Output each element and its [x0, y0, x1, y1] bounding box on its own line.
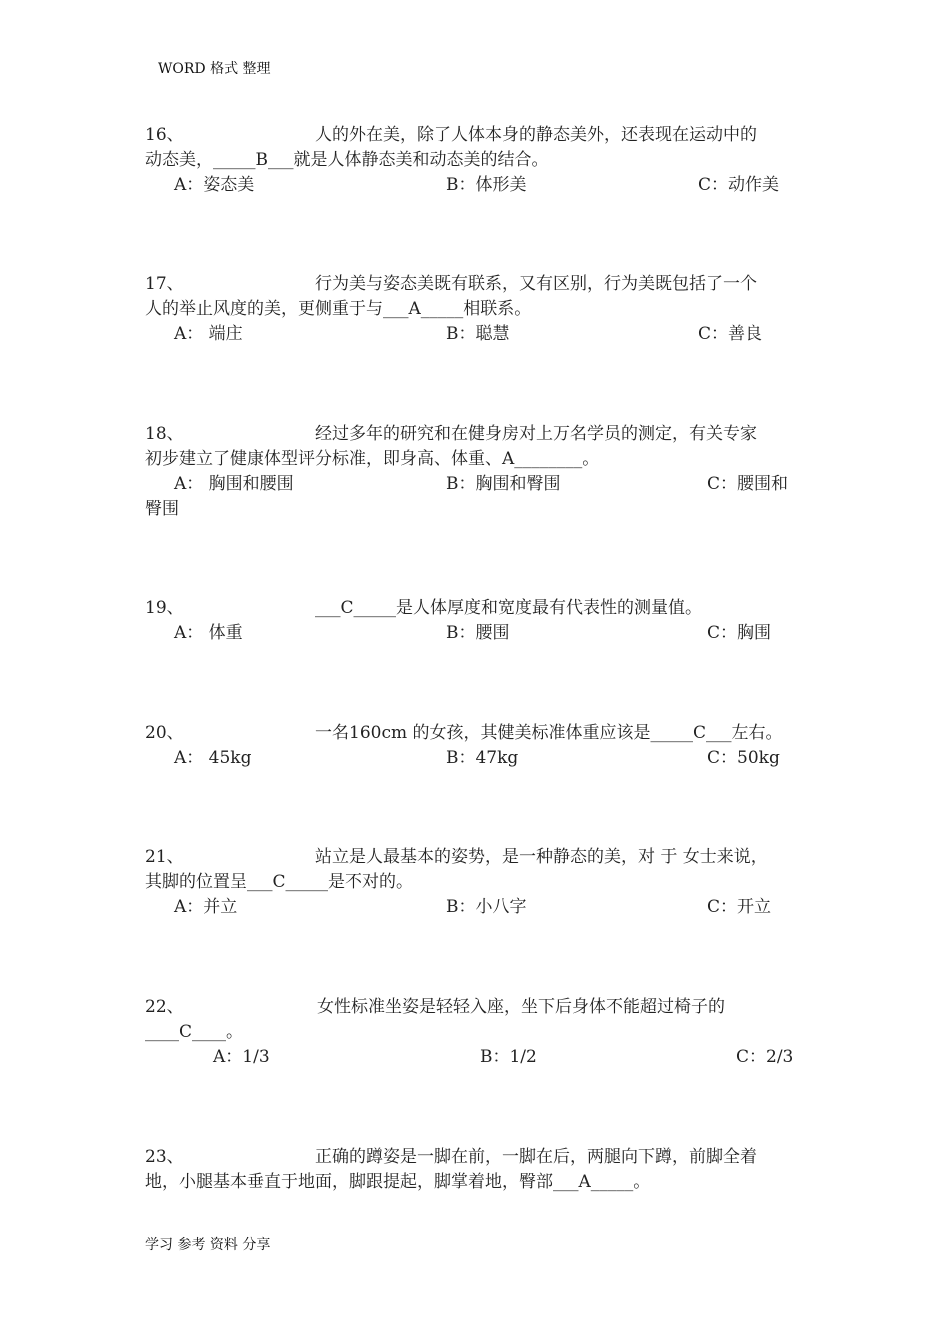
option-a: A： 体重	[174, 623, 243, 643]
question-21	[145, 845, 815, 920]
question-text-line2: 地，小腿基本垂直于地面，脚跟提起，脚掌着地，臀部___A_____。	[145, 1172, 651, 1192]
question-text-line1: 正确的蹲姿是一脚在前，一脚在后，两腿向下蹲，前脚全着	[315, 1147, 757, 1167]
question-20	[145, 721, 815, 771]
option-a: A：1/3	[213, 1047, 270, 1067]
option-c-wrap: 臀围	[145, 499, 179, 519]
question-number: 19、	[145, 598, 184, 618]
question-23	[145, 1145, 815, 1195]
question-text-line2: 初步建立了健康体型评分标准，即身高、体重、A________。	[145, 449, 600, 469]
option-b: B：体形美	[446, 175, 527, 195]
question-number: 23、	[145, 1147, 184, 1167]
question-text-line1: ___C_____是人体厚度和宽度最有代表性的测量值。	[315, 598, 703, 618]
option-c: C：动作美	[698, 175, 780, 195]
option-c: C：胸围	[707, 623, 772, 643]
page-header: WORD 格式 整理	[158, 61, 271, 77]
option-a: A： 45kg	[174, 748, 252, 768]
option-c: C：善良	[698, 324, 763, 344]
page-footer: 学习 参考 资料 分享	[145, 1237, 271, 1253]
option-c: C：2/3	[736, 1047, 794, 1067]
option-c: C：开立	[707, 897, 772, 917]
question-number: 22、	[145, 997, 184, 1017]
question-number: 21、	[145, 847, 184, 867]
question-number: 18、	[145, 424, 184, 444]
question-19	[145, 596, 815, 646]
option-a: A：并立	[174, 897, 238, 917]
option-a: A： 胸围和腰围	[174, 474, 294, 494]
option-b: B：腰围	[446, 623, 510, 643]
question-text-line1: 一名160cm 的女孩，其健美标准体重应该是_____C___左右。	[315, 723, 783, 743]
question-text-line1: 女性标准坐姿是轻轻入座，坐下后身体不能超过椅子的	[317, 997, 725, 1017]
option-b: B：小八字	[446, 897, 527, 917]
question-text-line1: 人的外在美，除了人体本身的静态美外，还表现在运动中的	[315, 125, 757, 145]
question-number: 20、	[145, 723, 184, 743]
question-number: 16、	[145, 125, 184, 145]
option-c: C：50kg	[707, 748, 780, 768]
question-text-line2: ____C____。	[145, 1022, 244, 1042]
question-text-line2: 人的举止风度的美，更侧重于与___A_____相联系。	[145, 299, 532, 319]
question-text-line2: 其脚的位置呈___C_____是不对的。	[145, 872, 414, 892]
option-b: B：胸围和臀围	[446, 474, 561, 494]
question-16	[145, 123, 815, 198]
option-b: B：聪慧	[446, 324, 510, 344]
question-text-line2: 动态美，_____B___就是人体静态美和动态美的结合。	[145, 150, 549, 170]
option-a: A：姿态美	[174, 175, 255, 195]
question-text-line1: 站立是人最基本的姿势，是一种静态的美，对 于 女士来说，	[315, 847, 768, 867]
question-22	[145, 995, 815, 1070]
option-c: C：腰围和	[707, 474, 789, 494]
question-text-line1: 行为美与姿态美既有联系，又有区别，行为美既包括了一个	[315, 274, 757, 294]
question-18	[145, 422, 815, 522]
option-a: A： 端庄	[174, 324, 243, 344]
question-text-line1: 经过多年的研究和在健身房对上万名学员的测定，有关专家	[315, 424, 757, 444]
question-number: 17、	[145, 274, 184, 294]
option-b: B：47kg	[446, 748, 519, 768]
option-b: B：1/2	[480, 1047, 537, 1067]
question-17	[145, 272, 815, 347]
